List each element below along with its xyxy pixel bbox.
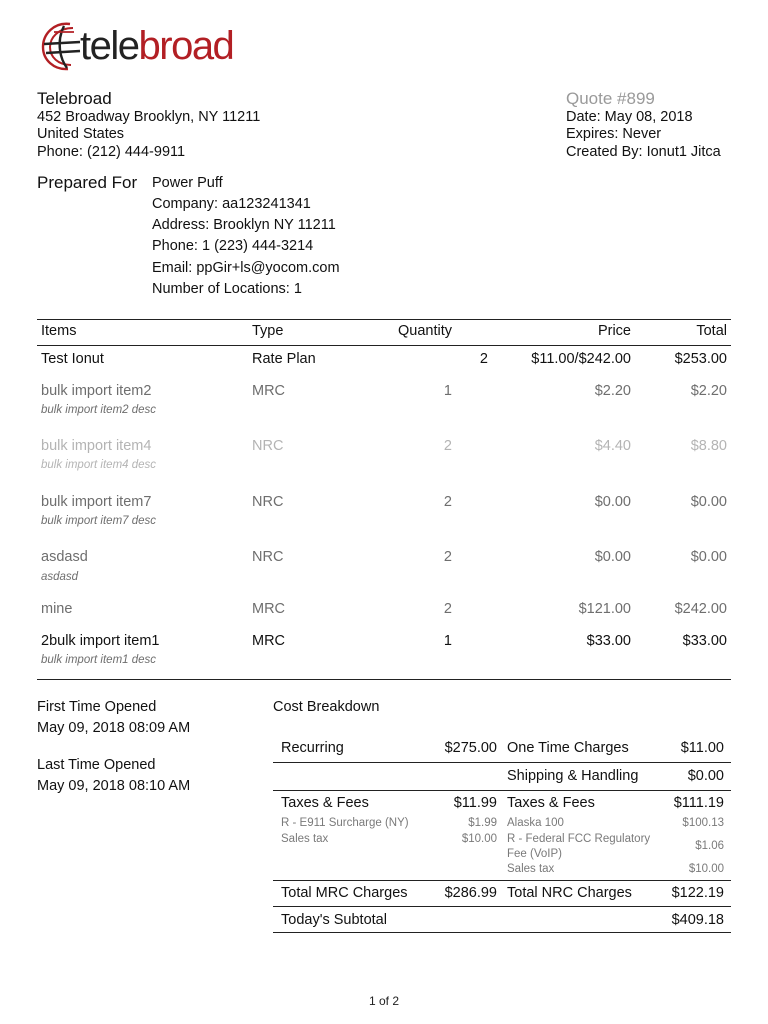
shipping-label: Shipping & Handling [507,768,639,784]
total-nrc-label: Total NRC Charges [507,885,632,901]
item-total: $0.00 [690,494,727,510]
nrc-taxes-label: Taxes & Fees [507,795,595,811]
mrc-taxes-value: $11.99 [453,795,497,811]
item-type: MRC [252,601,286,617]
item-total: $2.20 [690,383,727,399]
nrc-tax-item-label-cont: Fee (VoIP) [507,848,562,860]
mrc-tax-item-value: $10.00 [461,833,497,845]
table-top-rule [37,319,731,320]
client-locations: Number of Locations: 1 [152,281,302,297]
item-type: NRC [252,494,284,510]
item-desc: bulk import item1 desc [41,654,157,666]
mrc-tax-item-label: Sales tax [281,833,329,845]
item-qty: 1 [443,383,452,399]
item-qty: 2 [443,601,452,617]
item-price: $2.20 [594,383,631,399]
mrc-tax-item-label: R - E911 Surcharge (NY) [281,817,409,829]
item-name: asdasd [41,549,88,565]
client-address: Address: Brooklyn NY 11211 [152,217,336,233]
nrc-tax-item-label: R - Federal FCC Regulatory [507,833,651,845]
header-rule [37,345,731,346]
item-qty: 2 [443,494,452,510]
nrc-tax-item-label: Alaska 100 [507,817,564,829]
item-name: Test Ionut [41,351,104,367]
first-opened-label: First Time Opened [37,699,157,715]
nrc-tax-item-value: $100.13 [682,817,724,829]
nrc-tax-item-label: Sales tax [507,863,555,875]
item-total: $242.00 [674,601,727,617]
item-price: $121.00 [578,601,631,617]
client-name: Power Puff [152,175,223,191]
header-type: Type [252,323,284,339]
last-opened-label: Last Time Opened [37,757,156,773]
item-price: $4.40 [594,438,631,454]
header-quantity: Quantity [398,323,452,339]
one-time-label: One Time Charges [507,740,629,756]
cb-rule-5 [273,932,731,933]
item-price: $0.00 [594,494,631,510]
quote-date: Date: May 08, 2018 [566,109,693,125]
quote-expires: Expires: Never [566,126,662,142]
last-opened-value: May 09, 2018 08:10 AM [37,778,191,794]
subtotal-label: Today's Subtotal [281,912,387,928]
one-time-value: $11.00 [680,740,724,756]
page-number: 1 of 2 [368,994,400,1008]
item-total: $33.00 [682,633,727,649]
item-name: mine [41,601,73,617]
company-address: 452 Broadway Brooklyn, NY 11211 [37,109,261,125]
client-email: Email: ppGir+ls@yocom.com [152,260,340,276]
nrc-taxes-value: $111.19 [673,795,724,811]
globe-logo-icon [40,20,84,72]
item-price: $0.00 [594,549,631,565]
item-qty: 1 [443,633,452,649]
recurring-label: Recurring [281,740,344,756]
client-phone: Phone: 1 (223) 444-3214 [152,238,314,254]
item-qty: 2 [443,549,452,565]
company-name: Telebroad [37,89,112,108]
company-phone: Phone: (212) 444-9911 [37,144,186,160]
item-price: $33.00 [586,633,631,649]
header-items: Items [41,323,77,339]
nrc-tax-item-value: $1.06 [695,840,724,852]
item-qty: 2 [479,351,488,367]
item-type: MRC [252,383,286,399]
item-name: bulk import item7 [41,494,152,510]
nrc-tax-item-value: $10.00 [688,863,724,875]
first-opened-value: May 09, 2018 08:09 AM [37,720,191,736]
item-desc: bulk import item2 desc [41,404,157,416]
total-mrc-label: Total MRC Charges [281,885,408,901]
recurring-value: $275.00 [444,740,497,756]
company-country: United States [37,126,125,142]
cb-rule-3 [273,880,731,881]
mrc-taxes-label: Taxes & Fees [281,795,369,811]
item-type: MRC [252,633,286,649]
header-price: Price [597,323,631,339]
cb-rule-1 [273,762,731,763]
telebroad-logo [40,18,234,74]
prepared-for-label: Prepared For [37,173,138,192]
item-type: NRC [252,549,284,565]
item-name: bulk import item4 [41,438,152,454]
logo-wordmark: telebroad [80,24,234,68]
item-total: $253.00 [674,351,727,367]
subtotal-value: $409.18 [671,912,724,928]
item-desc: asdasd [41,571,79,583]
item-type: NRC [252,438,284,454]
header-total: Total [696,323,727,339]
client-company: Company: aa123241341 [152,196,311,212]
item-name: 2bulk import item1 [41,633,160,649]
total-nrc-value: $122.19 [671,885,724,901]
total-mrc-value: $286.99 [444,885,497,901]
cb-rule-4 [273,906,731,907]
item-name: bulk import item2 [41,383,152,399]
shipping-value: $0.00 [687,768,724,784]
item-qty: 2 [443,438,452,454]
cb-rule-2 [273,790,731,791]
item-price: $11.00/$242.00 [531,351,631,367]
item-total: $0.00 [690,549,727,565]
cost-breakdown-title: Cost Breakdown [273,699,380,715]
table-bottom-rule [37,679,731,680]
item-type: Rate Plan [252,351,316,367]
quote-created-by: Created By: Ionut1 Jitca [566,144,721,160]
quote-number: Quote #899 [566,89,655,108]
item-total: $8.80 [690,438,727,454]
mrc-tax-item-value: $1.99 [468,817,497,829]
item-desc: bulk import item4 desc [41,459,157,471]
item-desc: bulk import item7 desc [41,515,157,527]
